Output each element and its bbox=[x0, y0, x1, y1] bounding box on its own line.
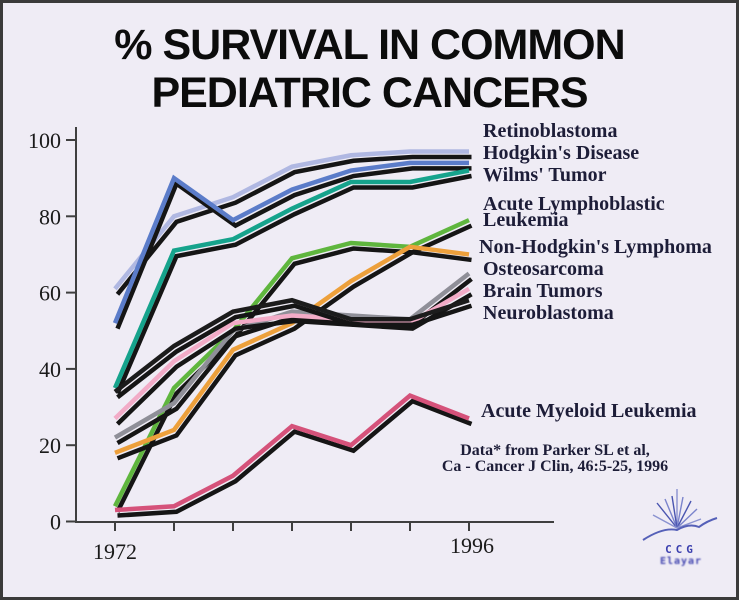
survival-line-chart bbox=[3, 3, 739, 600]
y-tick-label-40: 40 bbox=[39, 356, 61, 382]
y-tick-label-20: 20 bbox=[39, 433, 61, 459]
legend-label-hodgkin-s-disease: Hodgkin's Disease bbox=[483, 142, 640, 164]
y-tick-label-100: 100 bbox=[28, 128, 61, 153]
legend-label-osteosarcoma: Osteosarcoma bbox=[483, 258, 604, 280]
y-tick-label-80: 80 bbox=[39, 204, 61, 230]
legend-label-non-hodgkin-s-lymphoma: Non-Hodgkin's Lymphoma bbox=[479, 236, 712, 258]
data-source-note-line1: Data* from Parker SL et al, bbox=[460, 442, 650, 459]
ccg-starburst-icon bbox=[631, 487, 731, 547]
data-source-note-line2: Ca - Cancer J Clin, 46:5-25, 1996 bbox=[441, 458, 669, 475]
x-tick-label-end: 1996 bbox=[450, 533, 494, 558]
title-line-2: PEDIATRIC CANCERS bbox=[151, 69, 588, 117]
y-tick-label-0: 0 bbox=[50, 509, 61, 535]
legend-label-acute-myeloid-leukemia: Acute Myeloid Leukemia bbox=[481, 400, 697, 422]
legend-label-brain-tumors: Brain Tumors bbox=[483, 280, 603, 302]
data-source-note bbox=[415, 443, 695, 475]
title-line-1: % SURVIVAL IN COMMON bbox=[114, 21, 625, 69]
ccg-logo-subtext: Elayar bbox=[659, 556, 703, 567]
legend-label-wilms-tumor: Wilms' Tumor bbox=[483, 164, 607, 186]
ccg-logo bbox=[631, 487, 731, 587]
legend-label-neuroblastoma: Neuroblastoma bbox=[483, 302, 614, 324]
ccg-logo-text: CCG bbox=[665, 543, 697, 556]
x-tick-label-start: 1972 bbox=[93, 539, 137, 564]
legend-label-retinoblastoma: Retinoblastoma bbox=[483, 120, 618, 142]
y-tick-label-60: 60 bbox=[39, 280, 61, 306]
legend-label-acute-lymphoblastic-leukemia: Acute Lymphoblastic Leukemia bbox=[483, 193, 665, 231]
